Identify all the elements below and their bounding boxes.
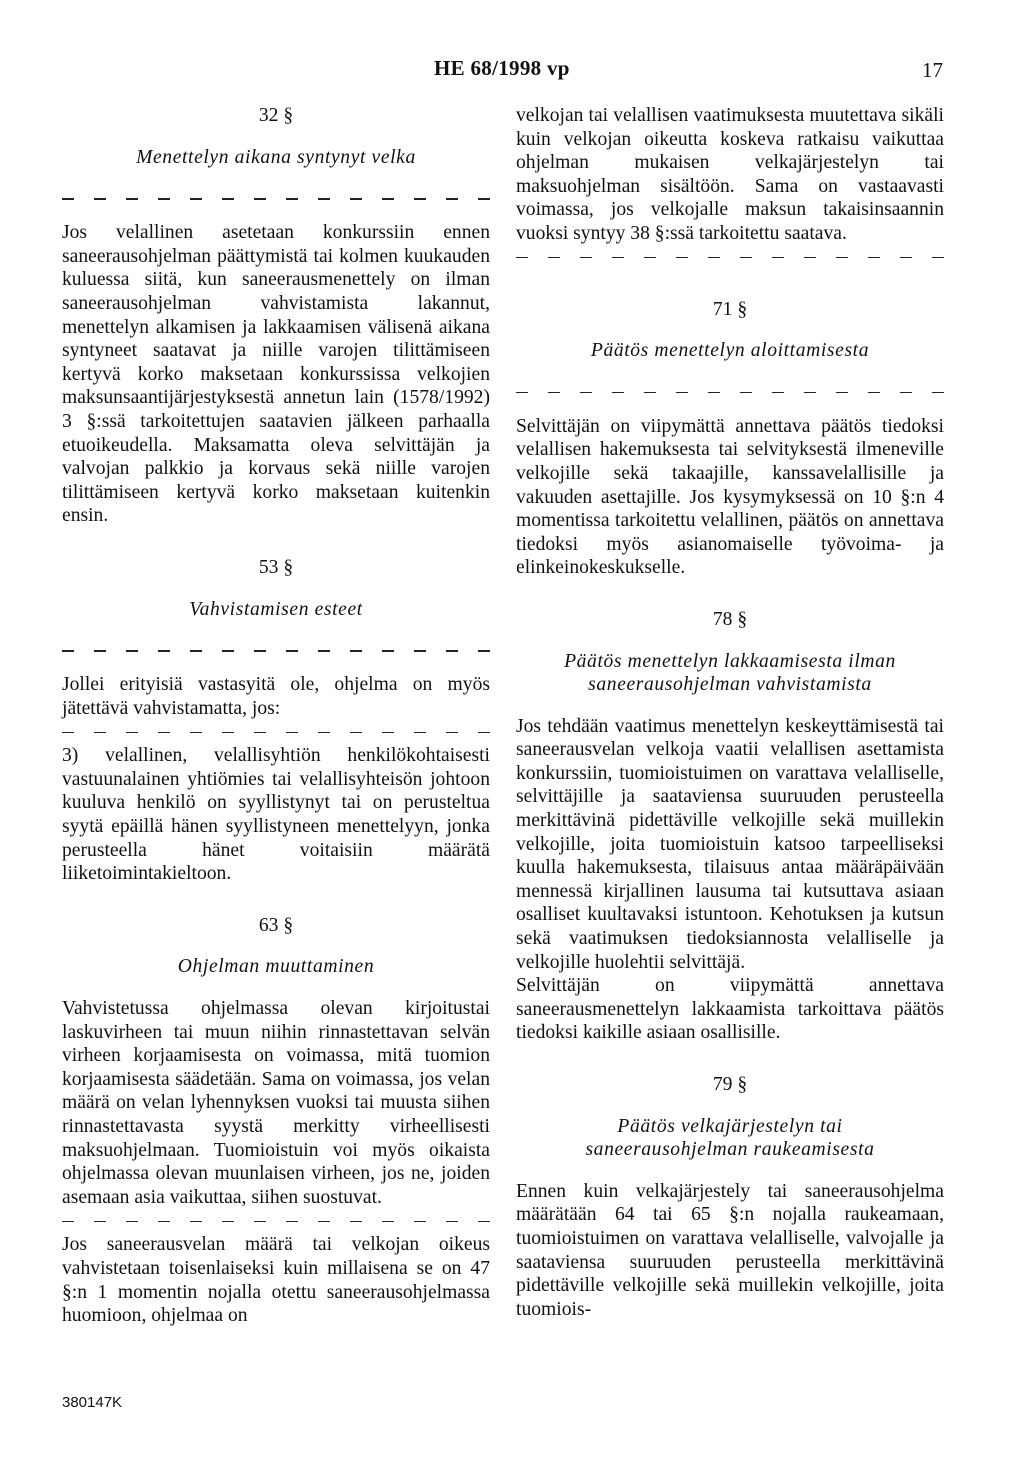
omission-dashes — [62, 639, 490, 663]
section-number: 63 § — [258, 914, 294, 936]
paragraph: Jos velallinen asetetaan konkurssiin ennen saneerausohjelman päättymistä tai kolmen kuukauden kuluessa siitä, kun saneerausmenettely on ilman saneerausohjelman vahvistamista lakannut, menettelyn alkamisen ja lakkaamisen välisenä aikana syntyneet saatavat ja niille varojen tilittämiseen kertyvä korko maksetaan konkurssissa velkojien maksunsaantijärjestyksestä annetun lain (1578/1992) 3 §:ssä tarkoitettujen saatavien jälkeen parhaalla etuoikeudella. Maksamatta oleva selvittäjän ja valvojan palkkio ja korvaus sekä niille varojen tilittämiseen kertyvä korko maksetaan kuitenkin ensin. — [62, 222, 490, 527]
omission-dashes — [62, 720, 490, 744]
section-title: Vahvistamisen esteet — [189, 598, 363, 620]
section-title: saneerausohjelman vahvistamista — [588, 674, 872, 696]
paragraph: Vahvistetussa ohjelmassa olevan kirjoitustai laskuvirheen tai muun niihin rinnastettavan selvän virheen korjaamisesta on voimassa, mitä tuomion korjaamisesta säädetään. Sama on voimassa, jos velan määrä on velan lyhennyksen vuoksi tai muusta siihen rinnastettavasta syystä merkitty virheellisesti maksuohjelmaan. Tuomioistuin voi myös oikaista ohjelmassa olevan muunlaisen virheen, jos ne, joiden asemaan asia vaikuttaa, siihen suostuvat. — [62, 998, 490, 1208]
omission-dashes — [516, 381, 944, 405]
paragraph: Jollei erityisiä vastasyitä ole, ohjelma on myös jätettävä vahvistamatta, jos: — [62, 674, 490, 719]
left-column — [62, 104, 490, 1328]
section-title: Päätös menettelyn lakkaamisesta ilman — [564, 650, 896, 672]
section-number: 78 § — [712, 608, 748, 630]
paragraph: Selvittäjän on viipymättä annettava saneerausmenettelyn lakkaamista tarkoittava päätös tiedoksi kaikille asiaan osallisille. — [516, 975, 944, 1044]
right-column — [516, 104, 944, 1321]
section-number: 79 § — [712, 1074, 748, 1095]
document-title: HE 68/1998 vp — [434, 56, 570, 80]
omission-dashes — [62, 1209, 490, 1233]
section-number: 53 § — [258, 556, 294, 578]
paragraph: Jos tehdään vaatimus menettelyn keskeyttämisestä tai saneerausvelan velkoja vaatii velallisen asettamista konkurssiin, tuomioistuimen on varattava velalliselle, selvittäjille ja saataviensa suuruuden perusteella merkittävinä pidettäville velkojille sekä muillekin velkojille, joita tuomioistuin katsoo tarpeelliseksi kuulla hakemuksesta, tilaisuus antaa määräpäivään mennessä kirjallinen lausuma tai kutsuttava asiaan osalliset kuultavaksi istuntoon. Kehotuksen ja kutsun sekä vaatimuksen tiedoksiannosta velalliselle ja velkojille huolehtii selvittäjä. — [516, 715, 944, 973]
paragraph: Jos saneerausvelan määrä tai velkojan oikeus vahvistetaan toisenlaiseksi kuin millaisena se on 47 §:n 1 momentin nojalla otettu saneerausohjelmassa huomioon, ohjelmaa on — [62, 1234, 490, 1327]
section-title: Päätös menettelyn aloittamisesta — [590, 340, 870, 362]
paragraph: Ennen kuin velkajärjestely tai saneerausohjelma määrätään 64 tai 65 §:n nojalla raukeamaan, tuomioistuimen on varattava velalliselle, valvojalle ja saataviensa suuruuden perusteella merkittävinä pidettäville velkojille sekä muillekin velkojille, joita tuomiois- — [516, 1180, 944, 1320]
section-title: Päätös velkajärjestelyn tai — [617, 1115, 843, 1137]
section-number: 71 § — [712, 298, 748, 320]
section-title: Ohjelman muuttaminen — [177, 956, 375, 978]
page-number: 17 — [922, 58, 943, 82]
omission-dashes — [62, 187, 490, 211]
paragraph: 3) velallinen, velallisyhtiön henkilökohtaisesti vastuunalainen yhtiömies tai velallisyhteisön johtoon kuuluva henkilö on syyllistynyt tai on perusteltua syytä epäillä hänen syyllistyneen menettelyyn, jonka perusteella hänet voitaisiin määrätä liiketoimintakieltoon. — [62, 745, 490, 885]
section-title: saneerausohjelman raukeamisesta — [585, 1139, 875, 1161]
paragraph: velkojan tai velallisen vaatimuksesta muutettava sikäli kuin velkojan oikeutta koskeva ratkaisu vaikuttaa ohjelman mukaisen velkajärjestelyn tai maksuohjelman sisältöön. Sama on vastaavasti voimassa, jos velkojalle maksun takaisinsaannin vuoksi syntyy 38 §:ssä tarkoitettu saatava. — [516, 105, 944, 244]
section-title: Menettelyn aikana syntynyt velka — [136, 146, 416, 168]
section-number: 32 § — [258, 105, 294, 126]
document-code: 380147K — [62, 1394, 123, 1411]
omission-dashes — [516, 246, 944, 270]
paragraph: Selvittäjän on viipymättä annettava päätös tiedoksi velallisen hakemuksesta tai selvityksestä ilmeneville velkojille sekä takaajille, kanssavelallisille ja vakuuden asettajille. Jos kysymyksessä on 10 §:n 4 momentissa tarkoitettu velallinen, päätös on annettava tiedoksi myös asianomaiselle työvoima- ja elinkeinokeskukselle. — [516, 415, 944, 579]
